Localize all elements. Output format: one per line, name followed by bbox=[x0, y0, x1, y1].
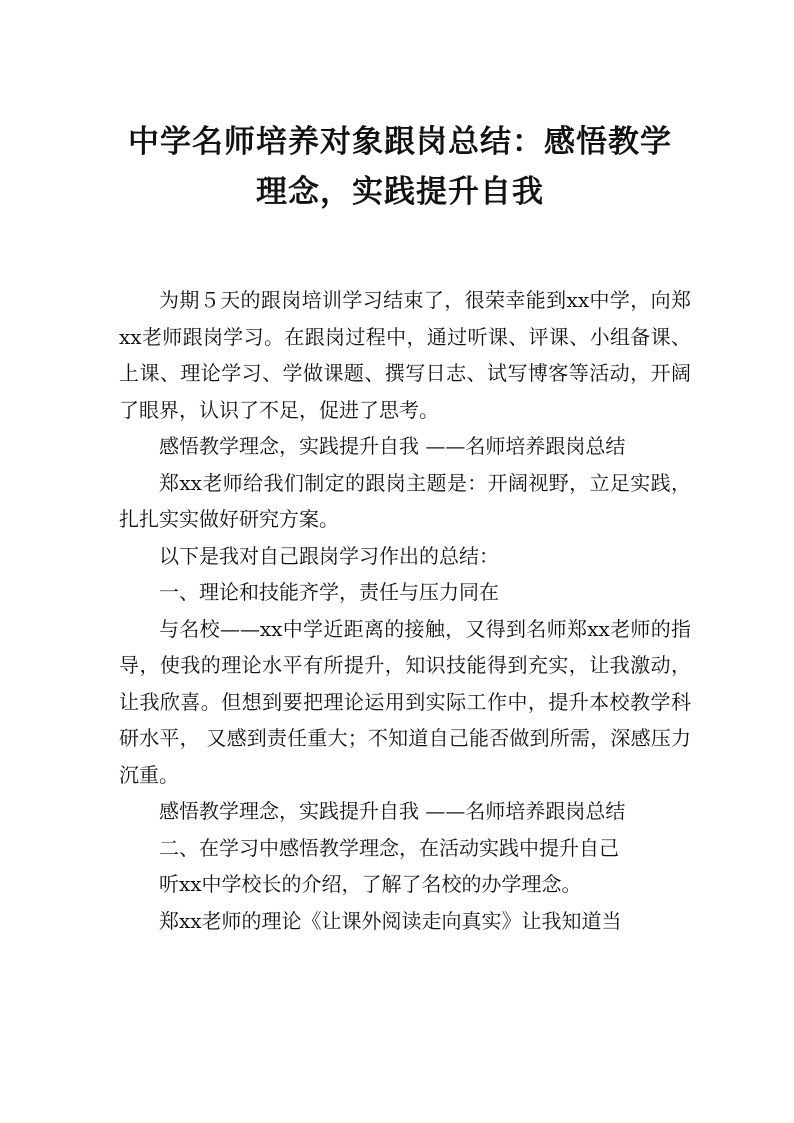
document-title bbox=[100, 117, 700, 217]
paragraph: 听xx中学校长的介绍，了解了名校的办学理念。 bbox=[159, 872, 582, 896]
section-heading: 二、在学习中感悟教学理念，在活动实践中提升自己 bbox=[159, 835, 619, 860]
paragraph: 郑xx老师的理论《让课外阅读走向真实》让我知道当 bbox=[159, 908, 622, 933]
title-line-1: 中学名师培养对象跟岗总结：感悟教学 bbox=[128, 123, 672, 160]
paragraph: 以下是我对自己跟岗学习作出的总结： bbox=[159, 543, 499, 568]
paragraph: 感悟教学理念，实践提升自我 ——名师培养跟岗总结 bbox=[159, 434, 626, 458]
document-body bbox=[119, 282, 691, 939]
section-heading: 一、理论和技能齐学，责任与压力同在 bbox=[159, 580, 499, 604]
title-line-2: 理念，实践提升自我 bbox=[256, 173, 544, 210]
paragraph: 郑xx老师给我们制定的跟岗主题是：开阔视野，立足实践，扎扎实实做好研究方案。 bbox=[119, 470, 691, 531]
paragraph: 感悟教学理念，实践提升自我 ——名师培养跟岗总结 bbox=[159, 799, 626, 823]
paragraph: 与名校——xx中学近距离的接触，又得到名师郑xx老师的指导，使我的理论水平有所提升，知识技能得到充实，让我激动，让我欣喜。但想到要把理论运用到实际工作中，提升本校教学科研水平， 又感到责任重大；不知道自己能否做到所需，深感压力沉重。 bbox=[119, 616, 691, 787]
paragraph: 为期５天的跟岗培训学习结束了，很荣幸能到xx中学，向郑xx老师跟岗学习。在跟岗过程中，通过听课、评课、小组备课、上课、理论学习、学做课题、撰写日志、试写博客等活动，开阔了眼界，认识了不足，促进了思考。 bbox=[119, 288, 691, 422]
